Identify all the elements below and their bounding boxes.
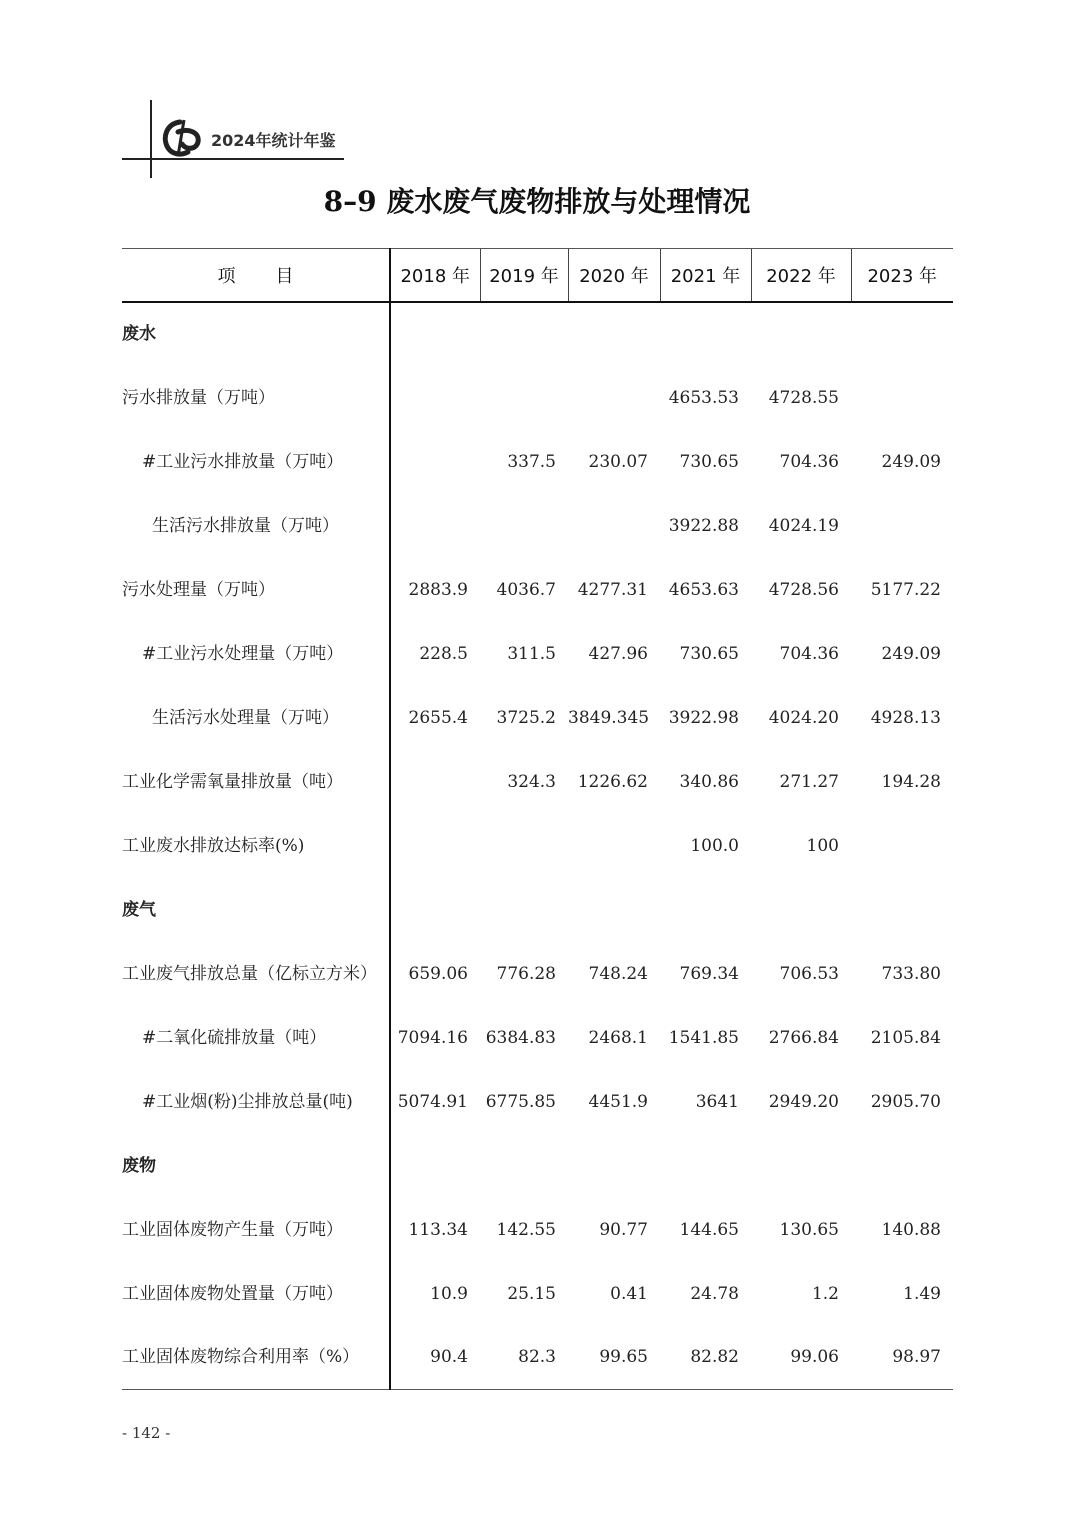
table-cell: 249.09: [881, 643, 941, 664]
yearbook-logo-icon: [158, 118, 206, 158]
table-cell: 82.82: [660, 1326, 751, 1390]
table-cell: 4451.9: [588, 1091, 648, 1112]
table-cell: 99.06: [751, 1326, 851, 1390]
table-cell: 2655.4: [408, 707, 468, 728]
table-cell: 90.4: [390, 1326, 480, 1390]
table-cell: [390, 878, 480, 942]
table-cell: 2766.84: [768, 1027, 839, 1048]
table-cell: 130.65: [779, 1219, 839, 1240]
yearbook-header: [0, 0, 1074, 200]
page-title: 8–9 废水废气废物排放与处理情况: [323, 185, 751, 218]
table-cell: 704.36: [779, 643, 839, 664]
table-cell: 2949.20: [768, 1091, 839, 1112]
table-cell: 659.06: [408, 963, 468, 984]
table-cell: 271.27: [779, 771, 839, 792]
row-label: 工业固体废物产生量（万吨）: [122, 1198, 390, 1262]
row-label: 工业废气排放总量（亿标立方米）: [122, 942, 390, 1006]
section-row: [122, 878, 953, 942]
table-row: [122, 1198, 953, 1262]
table-cell: 2883.9: [408, 579, 468, 600]
table-cell: 5177.22: [870, 579, 941, 600]
yearbook-label: 2024年统计年鉴: [211, 131, 336, 150]
table-cell: 1.2: [811, 1283, 839, 1304]
table-row: [122, 622, 953, 686]
table-cell: [390, 302, 480, 366]
table-row: [122, 494, 953, 558]
table-cell: [480, 1134, 568, 1198]
row-label: #二氧化硫排放量（吨）: [122, 1006, 390, 1070]
table-cell: [851, 302, 953, 366]
section-heading: 废水: [122, 302, 390, 366]
table-row: [122, 366, 953, 430]
table-cell: 228.5: [419, 643, 468, 664]
table-cell: 2905.70: [870, 1091, 941, 1112]
section-row: [122, 302, 953, 366]
table-cell: [751, 1134, 851, 1198]
table-cell: 100.0: [690, 835, 739, 856]
table-row: [122, 750, 953, 814]
table-cell: [851, 494, 953, 558]
table-cell: 4653.63: [668, 579, 739, 600]
table-cell: [660, 878, 751, 942]
table-cell: 3922.98: [668, 707, 739, 728]
table-row: [122, 942, 953, 1006]
table-cell: 194.28: [881, 771, 941, 792]
table-cell: 2105.84: [870, 1027, 941, 1048]
column-header-item: 项目: [122, 249, 390, 302]
table-cell: 25.15: [507, 1283, 556, 1304]
section-row: [122, 1134, 953, 1198]
table-cell: 113.34: [408, 1219, 468, 1240]
table-cell: 4024.20: [768, 707, 839, 728]
statistics-table-wrapper: [122, 248, 953, 1390]
table-cell: [660, 1134, 751, 1198]
table-cell: 706.53: [779, 963, 839, 984]
table-cell: 3849.345: [568, 707, 650, 728]
table-cell: 99.65: [568, 1326, 660, 1390]
table-cell: 4036.7: [496, 579, 556, 600]
row-label: 工业化学需氧量排放量（吨）: [122, 750, 390, 814]
table-cell: [390, 814, 480, 878]
table-cell: 730.65: [679, 451, 739, 472]
table-cell: 0.41: [610, 1283, 648, 1304]
table-cell: [390, 430, 480, 494]
table-cell: 6775.85: [485, 1091, 556, 1112]
column-header-2021: 2021 年: [660, 249, 751, 302]
table-cell: [390, 494, 480, 558]
table-cell: 748.24: [588, 963, 648, 984]
table-cell: 4728.56: [768, 579, 839, 600]
table-cell: [568, 494, 660, 558]
table-body: [122, 302, 953, 1390]
table-cell: [568, 302, 660, 366]
table-cell: 6384.83: [485, 1027, 556, 1048]
row-label: 污水排放量（万吨）: [122, 366, 390, 430]
column-header-2023: 2023 年: [851, 249, 953, 302]
row-label: #工业污水处理量（万吨）: [122, 622, 390, 686]
table-cell: [851, 366, 953, 430]
table-row: [122, 1262, 953, 1326]
table-cell: 3725.2: [496, 707, 556, 728]
row-label: 工业固体废物综合利用率（%）: [122, 1326, 390, 1390]
row-label: 工业废水排放达标率(%): [122, 814, 390, 878]
table-cell: 769.34: [679, 963, 739, 984]
statistics-table: [122, 248, 953, 1390]
row-label: 生活污水处理量（万吨）: [122, 686, 390, 750]
column-header-2020: 2020 年: [568, 249, 660, 302]
table-cell: [480, 814, 568, 878]
table-cell: 230.07: [588, 451, 648, 472]
table-row: [122, 430, 953, 494]
table-cell: 82.3: [480, 1326, 568, 1390]
table-cell: 140.88: [881, 1219, 941, 1240]
table-cell: 100: [806, 835, 839, 856]
table-cell: 4277.31: [577, 579, 648, 600]
table-header-row: [122, 249, 953, 302]
section-heading: 废气: [122, 878, 390, 942]
table-cell: 2468.1: [588, 1027, 648, 1048]
table-cell: [568, 814, 660, 878]
table-cell: [390, 366, 480, 430]
table-cell: [480, 366, 568, 430]
table-row: [122, 686, 953, 750]
table-cell: 704.36: [779, 451, 839, 472]
table-cell: 3641: [695, 1091, 739, 1112]
table-cell: [480, 878, 568, 942]
table-row: [122, 1006, 953, 1070]
table-cell: 324.3: [507, 771, 556, 792]
table-cell: 3922.88: [668, 515, 739, 536]
column-header-2019: 2019 年: [480, 249, 568, 302]
table-cell: 90.77: [599, 1219, 648, 1240]
row-label: 污水处理量（万吨）: [122, 558, 390, 622]
row-label: 工业固体废物处置量（万吨）: [122, 1262, 390, 1326]
table-cell: [568, 878, 660, 942]
table-cell: [568, 1134, 660, 1198]
table-cell: 4728.55: [768, 387, 839, 408]
row-label: #工业烟(粉)尘排放总量(吨): [122, 1070, 390, 1134]
table-cell: 776.28: [496, 963, 556, 984]
table-cell: [390, 1134, 480, 1198]
column-header-2022: 2022 年: [751, 249, 851, 302]
table-cell: 24.78: [690, 1283, 739, 1304]
table-cell: 144.65: [679, 1219, 739, 1240]
row-label: #工业污水排放量（万吨）: [122, 430, 390, 494]
table-cell: 5074.91: [397, 1091, 468, 1112]
table-cell: 1.49: [903, 1283, 941, 1304]
table-row: [122, 1070, 953, 1134]
table-cell: 10.9: [430, 1283, 468, 1304]
table-cell: 4653.53: [668, 387, 739, 408]
table-row: [122, 814, 953, 878]
table-cell: [851, 878, 953, 942]
table-cell: 427.96: [588, 643, 648, 664]
table-cell: 311.5: [507, 643, 556, 664]
table-cell: 1541.85: [668, 1027, 739, 1048]
header-vertical-rule: [150, 100, 152, 178]
table-cell: 249.09: [881, 451, 941, 472]
table-cell: [751, 878, 851, 942]
table-cell: [480, 494, 568, 558]
table-row: [122, 1326, 953, 1390]
table-cell: 733.80: [881, 963, 941, 984]
table-cell: 1226.62: [577, 771, 648, 792]
table-cell: 4024.19: [768, 515, 839, 536]
table-cell: 340.86: [679, 771, 739, 792]
table-cell: 730.65: [679, 643, 739, 664]
table-cell: 142.55: [496, 1219, 556, 1240]
page-number: - 142 -: [122, 1424, 171, 1442]
table-cell: [851, 814, 953, 878]
column-header-2018: 2018 年: [390, 249, 480, 302]
table-cell: 98.97: [851, 1326, 953, 1390]
table-cell: [751, 302, 851, 366]
table-cell: 7094.16: [397, 1027, 468, 1048]
table-cell: [851, 1134, 953, 1198]
header-horizontal-rule: [122, 158, 344, 160]
table-cell: [480, 302, 568, 366]
table-cell: 4928.13: [870, 707, 941, 728]
table-cell: 337.5: [507, 451, 556, 472]
row-label: 生活污水排放量（万吨）: [122, 494, 390, 558]
table-row: [122, 558, 953, 622]
table-cell: [568, 366, 660, 430]
table-cell: [390, 750, 480, 814]
section-heading: 废物: [122, 1134, 390, 1198]
table-cell: [660, 302, 751, 366]
